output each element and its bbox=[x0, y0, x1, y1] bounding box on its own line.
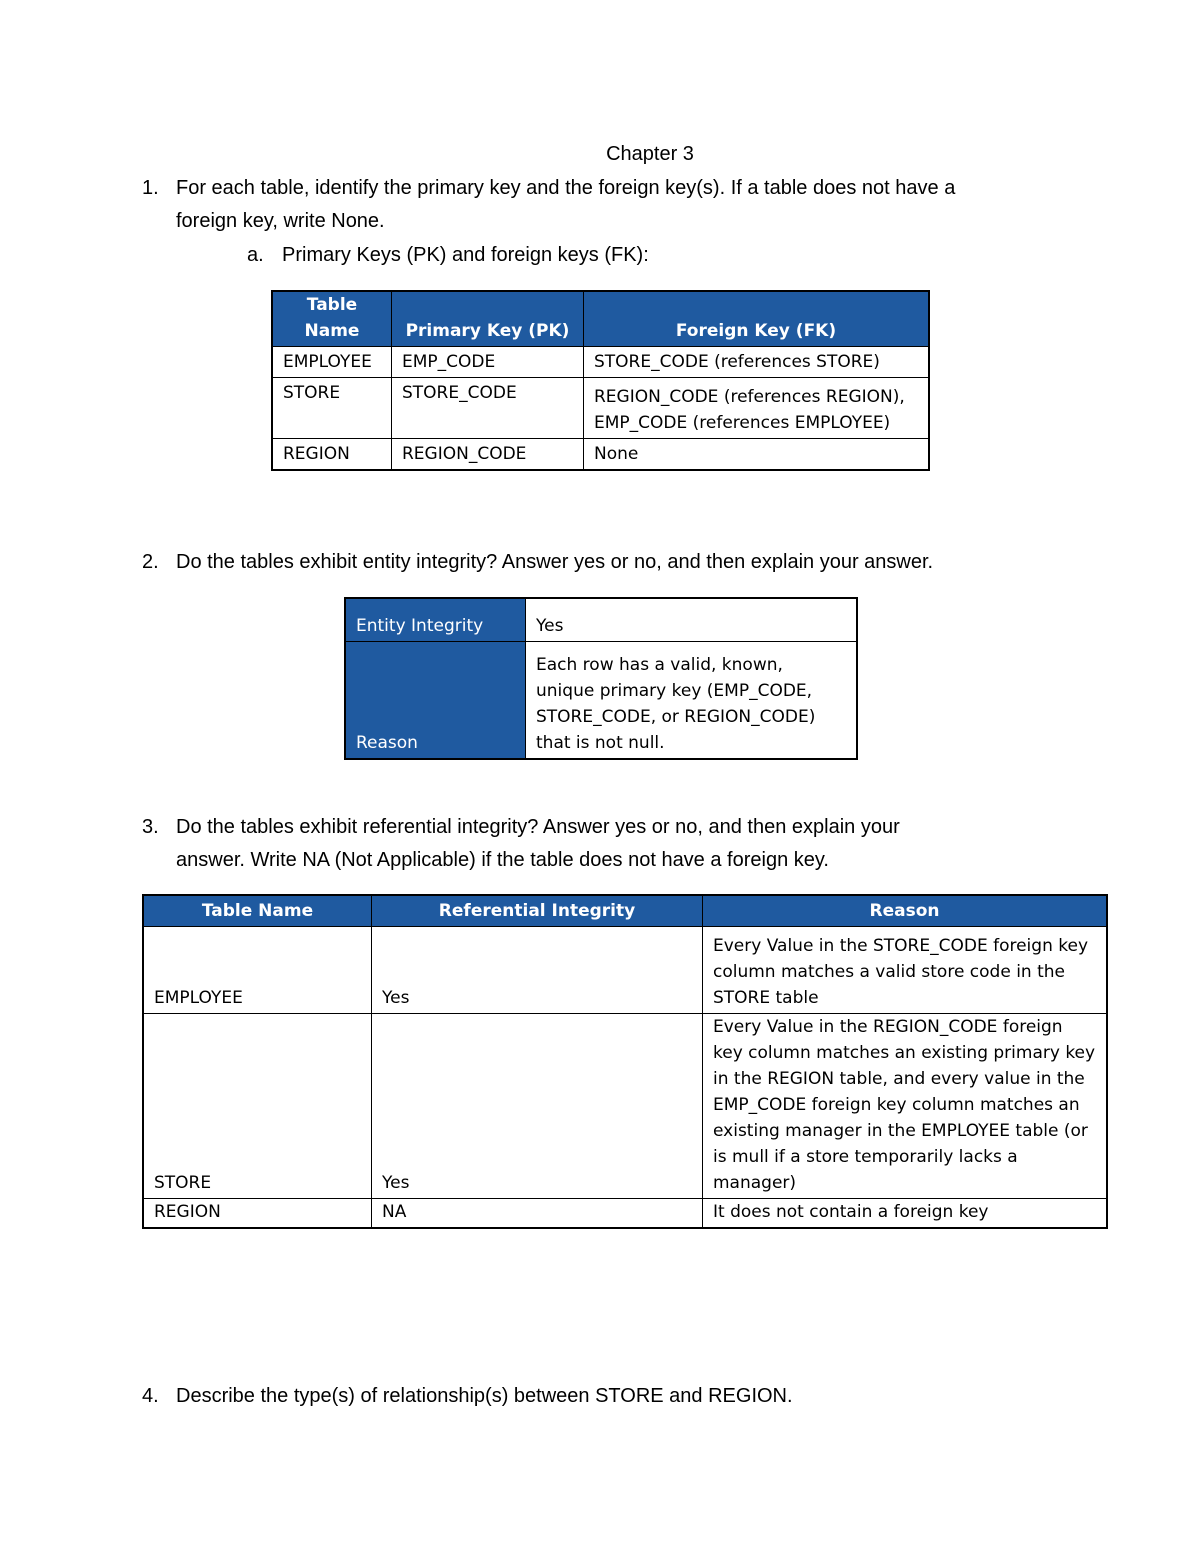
cell-foreign-key: STORE_CODE (references STORE) bbox=[584, 347, 930, 378]
cell-foreign-key: None bbox=[584, 439, 930, 471]
foreign-key-line-1: REGION_CODE (references REGION), bbox=[594, 387, 905, 407]
table-row bbox=[272, 378, 929, 439]
cell-primary-key: REGION_CODE bbox=[392, 439, 584, 471]
cell-primary-key: EMP_CODE bbox=[392, 347, 584, 378]
question-1a-letter: a. bbox=[247, 244, 264, 266]
cell-table-name: STORE bbox=[143, 1014, 372, 1199]
question-3-line-1: Do the tables exhibit referential integrity? Answer yes or no, and then explain your bbox=[176, 816, 900, 838]
table-row bbox=[345, 642, 857, 760]
cell-table-name: STORE bbox=[272, 378, 392, 439]
cell-foreign-key bbox=[584, 378, 930, 439]
referential-integrity-table bbox=[142, 894, 1108, 1229]
question-3-number: 3. bbox=[142, 816, 159, 838]
foreign-key-line-2: EMP_CODE (references EMPLOYEE) bbox=[594, 413, 891, 433]
cell-referential-integrity: Yes bbox=[372, 927, 703, 1014]
header-reason: Reason bbox=[703, 895, 1108, 927]
question-4-text: Describe the type(s) of relationship(s) between STORE and REGION. bbox=[176, 1385, 793, 1407]
header-table-name: Table Name bbox=[143, 895, 372, 927]
question-1-text bbox=[176, 172, 1076, 238]
cell-primary-key: STORE_CODE bbox=[392, 378, 584, 439]
cell-reason: It does not contain a foreign key bbox=[703, 1199, 1108, 1229]
question-2-text: Do the tables exhibit entity integrity? Answer yes or no, and then explain your answer. bbox=[176, 551, 934, 573]
keys-table bbox=[271, 290, 930, 471]
header-primary-key: Primary Key (PK) bbox=[392, 291, 584, 347]
cell-table-name: REGION bbox=[143, 1199, 372, 1229]
cell-reason: Every Value in the REGION_CODE foreign key column matches an existing primary key in the REGION table, and every value in the EMP_CODE foreign key column matches an existing manager in the EMPLOYEE table (or is mull if a store temporarily lacks a manager) bbox=[703, 1014, 1108, 1199]
reason-label: Reason bbox=[345, 642, 526, 760]
entity-integrity-value: Yes bbox=[526, 598, 858, 642]
question-1-line-2: foreign key, write None. bbox=[176, 210, 385, 232]
cell-table-name: EMPLOYEE bbox=[143, 927, 372, 1014]
header-foreign-key: Foreign Key (FK) bbox=[584, 291, 930, 347]
table-row bbox=[345, 598, 857, 642]
cell-referential-integrity: NA bbox=[372, 1199, 703, 1229]
question-3-line-2: answer. Write NA (Not Applicable) if the table does not have a foreign key. bbox=[176, 849, 829, 871]
page-title: Chapter 3 bbox=[606, 143, 694, 165]
table-row bbox=[272, 347, 929, 378]
table-row bbox=[143, 1199, 1107, 1229]
question-3-text bbox=[176, 811, 1076, 877]
reason-value: Each row has a valid, known, unique primary key (EMP_CODE, STORE_CODE, or REGION_CODE) that is not null. bbox=[526, 642, 858, 760]
table-row bbox=[143, 1014, 1107, 1199]
question-2-number: 2. bbox=[142, 551, 159, 573]
cell-reason: Every Value in the STORE_CODE foreign key column matches a valid store code in the STORE table bbox=[703, 927, 1108, 1014]
cell-referential-integrity: Yes bbox=[372, 1014, 703, 1199]
entity-integrity-label: Entity Integrity bbox=[345, 598, 526, 642]
header-referential-integrity: Referential Integrity bbox=[372, 895, 703, 927]
entity-integrity-table bbox=[344, 597, 858, 760]
question-1-number: 1. bbox=[142, 177, 159, 199]
referential-table-header bbox=[143, 895, 1107, 927]
cell-table-name: REGION bbox=[272, 439, 392, 471]
header-table-name: Table Name bbox=[272, 291, 392, 347]
question-1a-text: Primary Keys (PK) and foreign keys (FK): bbox=[282, 244, 649, 266]
cell-table-name: EMPLOYEE bbox=[272, 347, 392, 378]
question-1-line-1: For each table, identify the primary key and the foreign key(s). If a table does not have a bbox=[176, 177, 956, 199]
table-row bbox=[272, 439, 929, 471]
question-4-number: 4. bbox=[142, 1385, 159, 1407]
keys-table-header bbox=[272, 291, 929, 347]
table-row bbox=[143, 927, 1107, 1014]
